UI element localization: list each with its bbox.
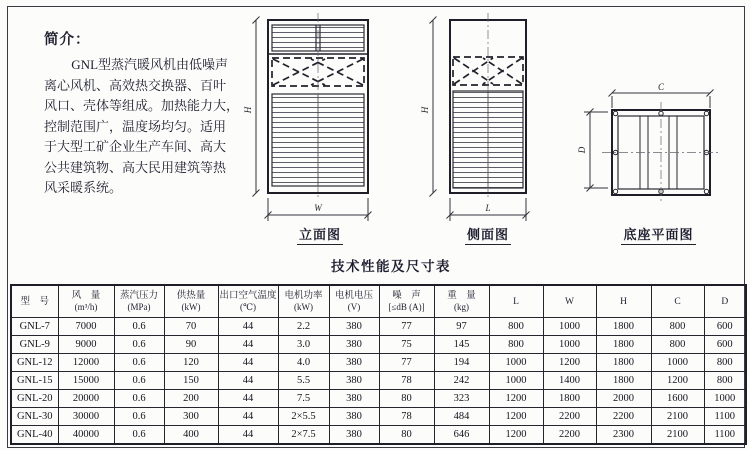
value-cell: 1800 [543,390,596,408]
value-cell: 70 [164,318,218,336]
value-cell: 380 [329,372,379,390]
value-cell: 44 [218,318,278,336]
intro-text-line: 公共建筑物、高大民用建筑等热 [44,159,227,175]
column-header: C [651,285,704,318]
dim-label-h: H [243,106,253,114]
table-row [11,354,746,372]
dim-label-w: W [314,203,322,213]
table-row [11,390,746,408]
value-cell: 323 [434,390,489,408]
value-cell: 300 [164,408,218,426]
model-cell: GNL-7 [11,318,58,336]
table-title: 技术性能及尺寸表 [331,259,451,274]
value-cell: 77 [379,354,434,372]
dim-label-d: D [577,146,587,154]
value-cell: 44 [218,408,278,426]
value-cell: 44 [218,336,278,354]
value-cell: 1200 [489,390,543,408]
value-cell: 800 [651,336,704,354]
value-cell: 1000 [489,372,543,390]
value-cell: 75 [379,336,434,354]
value-cell: 800 [489,336,543,354]
column-header: W [543,285,596,318]
intro-text-line: GNL型蒸汽暖风机由低噪声 [71,57,229,72]
value-cell: 1000 [543,318,596,336]
intro-text-line: 风采暖系统。 [44,180,123,195]
value-cell: 2200 [543,408,596,426]
dim-label-c: C [657,82,665,92]
side-view-caption: 侧面图 [453,224,523,243]
value-cell: 1000 [489,354,543,372]
model-cell: GNL-40 [11,426,58,445]
table-header-row [11,285,746,318]
value-cell: 800 [704,372,746,390]
value-cell: 800 [489,318,543,336]
model-cell: GNL-20 [11,390,58,408]
column-header: 供热量 (kW) [164,285,218,318]
table-row [11,336,746,354]
value-cell: 484 [434,408,489,426]
value-cell: 1800 [596,318,651,336]
column-header: 电机电压 (V) [329,285,379,318]
value-cell: 90 [164,336,218,354]
value-cell: 9000 [58,336,114,354]
value-cell: 0.6 [114,390,164,408]
value-cell: 2.2 [278,318,329,336]
value-cell: 12000 [58,354,114,372]
value-cell: 1100 [704,408,746,426]
elevation-drawing [243,10,381,224]
value-cell: 3.0 [278,336,329,354]
model-cell: GNL-9 [11,336,58,354]
value-cell: 1800 [596,372,651,390]
column-header: 型 号 [11,285,58,318]
value-cell: 7.5 [278,390,329,408]
value-cell: 78 [379,408,434,426]
intro-text-line: 离心风机、高效热交换器、百叶 [44,77,227,93]
column-header: 噪 声 [≤dB (A)] [379,285,434,318]
centerlines [602,102,720,203]
value-cell: 1800 [596,336,651,354]
column-header: 出口空气温度 (℃) [218,285,278,318]
value-cell: 380 [329,318,379,336]
value-cell: 4.0 [278,354,329,372]
value-cell: 145 [434,336,489,354]
value-cell: 1200 [489,408,543,426]
value-cell: 1000 [651,354,704,372]
value-cell: 2100 [651,426,704,445]
value-cell: 380 [329,336,379,354]
height-dimension [253,17,260,197]
value-cell: 800 [651,318,704,336]
value-cell: 0.6 [114,336,164,354]
dim-label-h: H [420,106,430,114]
value-cell: 800 [704,354,746,372]
value-cell: 40000 [58,426,114,445]
value-cell: 0.6 [114,408,164,426]
value-cell: 400 [164,426,218,445]
value-cell: 2200 [596,408,651,426]
value-cell: 78 [379,372,434,390]
column-header: 风 量 (m³/h) [58,285,114,318]
table-row [11,408,746,426]
value-cell: 97 [434,318,489,336]
value-cell: 380 [329,390,379,408]
value-cell: 15000 [58,372,114,390]
value-cell: 1200 [651,372,704,390]
value-cell: 80 [379,426,434,445]
table-row [11,318,746,336]
column-header: H [596,285,651,318]
value-cell: 2300 [596,426,651,445]
value-cell: 1400 [543,372,596,390]
value-cell: 30000 [58,408,114,426]
value-cell: 150 [164,372,218,390]
value-cell: 1200 [543,354,596,372]
column-header: L [489,285,543,318]
value-cell: 2100 [651,408,704,426]
value-cell: 646 [434,426,489,445]
value-cell: 200 [164,390,218,408]
value-cell: 7000 [58,318,114,336]
value-cell: 2×5.5 [278,408,329,426]
table-row [11,372,746,390]
value-cell: 77 [379,318,434,336]
intro-text-line: 控制范围广，温度场均匀。适用 [44,118,227,134]
intro-text-line: 风口、壳体等组成。加热能力大， [44,98,240,113]
model-cell: GNL-12 [11,354,58,372]
value-cell: 600 [704,318,746,336]
model-cell: GNL-30 [11,408,58,426]
value-cell: 5.5 [278,372,329,390]
column-header: 重 量 (kg) [434,285,489,318]
value-cell: 1800 [596,354,651,372]
value-cell: 380 [329,408,379,426]
value-cell: 1600 [651,390,704,408]
value-cell: 0.6 [114,318,164,336]
value-cell: 1000 [704,390,746,408]
value-cell: 2200 [543,426,596,445]
value-cell: 2×7.5 [278,426,329,445]
spec-table [10,284,747,445]
value-cell: 1200 [489,426,543,445]
value-cell: 120 [164,354,218,372]
value-cell: 242 [434,372,489,390]
value-cell: 44 [218,354,278,372]
column-header: 蒸汽压力 (MPa) [114,285,164,318]
value-cell: 2000 [596,390,651,408]
value-cell: 44 [218,372,278,390]
value-cell: 0.6 [114,354,164,372]
value-cell: 1100 [704,426,746,445]
column-header: 电机功率 (kW) [278,285,329,318]
column-header: D [704,285,746,318]
value-cell: 600 [704,336,746,354]
elevation-caption: 立面图 [285,224,355,243]
value-cell: 0.6 [114,426,164,445]
table-body [11,318,746,445]
intro-text-line: 于大型工矿企业生产车间、高大 [44,139,227,154]
dim-label-l: L [485,203,491,213]
intro-section [44,28,262,199]
value-cell: 44 [218,390,278,408]
value-cell: 1000 [543,336,596,354]
side-view-drawing [420,10,539,224]
model-cell: GNL-15 [11,372,58,390]
d-dimension [584,109,608,192]
value-cell: 380 [329,354,379,372]
height-dimension [430,17,437,197]
value-cell: 44 [218,426,278,445]
table-row [11,426,746,445]
base-plan-drawing [572,78,750,210]
value-cell: 0.6 [114,372,164,390]
base-plan-caption: 底座平面图 [601,224,716,243]
value-cell: 80 [379,390,434,408]
intro-heading: 简介： [44,32,91,48]
value-cell: 194 [434,354,489,372]
value-cell: 380 [329,426,379,445]
value-cell: 20000 [58,390,114,408]
